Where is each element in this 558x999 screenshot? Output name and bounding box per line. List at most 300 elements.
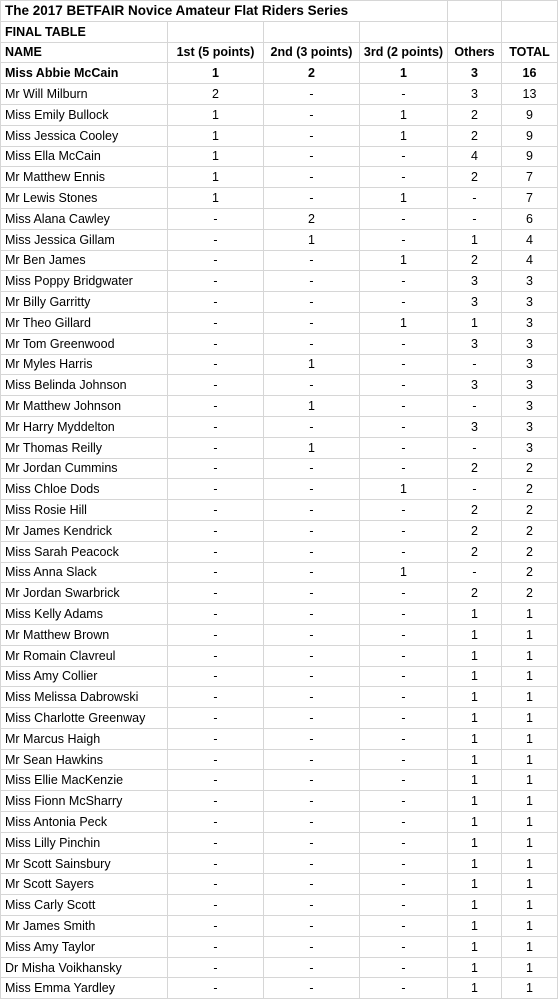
first-count-cell: -: [168, 895, 264, 916]
second-count-cell: -: [264, 562, 360, 583]
second-count-cell: -: [264, 479, 360, 500]
rider-name-cell: Miss Amy Collier: [1, 666, 168, 687]
table-row: [1, 520, 558, 541]
rider-name-cell: Mr Matthew Johnson: [1, 396, 168, 417]
table-row: [1, 250, 558, 271]
others-count-cell: -: [448, 396, 502, 417]
total-cell: 7: [502, 188, 558, 209]
others-count-cell: -: [448, 208, 502, 229]
others-count-cell: -: [448, 479, 502, 500]
table-row: [1, 645, 558, 666]
first-count-cell: -: [168, 541, 264, 562]
rider-name-cell: Mr Lewis Stones: [1, 188, 168, 209]
others-count-cell: -: [448, 354, 502, 375]
total-cell: 2: [502, 562, 558, 583]
total-cell: 1: [502, 604, 558, 625]
others-count-cell: -: [448, 188, 502, 209]
third-count-cell: -: [360, 978, 448, 999]
second-count-cell: -: [264, 770, 360, 791]
third-count-cell: 1: [360, 125, 448, 146]
second-count-cell: -: [264, 624, 360, 645]
total-cell: 3: [502, 271, 558, 292]
second-count-cell: -: [264, 666, 360, 687]
second-count-cell: -: [264, 791, 360, 812]
rider-name-cell: Miss Fionn McSharry: [1, 791, 168, 812]
third-count-cell: -: [360, 229, 448, 250]
others-count-cell: 1: [448, 604, 502, 625]
second-count-cell: -: [264, 104, 360, 125]
rider-name-cell: Miss Ellie MacKenzie: [1, 770, 168, 791]
second-count-cell: -: [264, 583, 360, 604]
second-count-cell: -: [264, 146, 360, 167]
table-row: [1, 63, 558, 84]
others-count-cell: 1: [448, 957, 502, 978]
rider-name-cell: Dr Misha Voikhansky: [1, 957, 168, 978]
second-count-cell: -: [264, 604, 360, 625]
rider-name-cell: Miss Belinda Johnson: [1, 375, 168, 396]
others-count-cell: 2: [448, 250, 502, 271]
total-cell: 2: [502, 500, 558, 521]
first-count-cell: -: [168, 666, 264, 687]
second-count-cell: -: [264, 853, 360, 874]
third-count-cell: -: [360, 541, 448, 562]
others-count-cell: 1: [448, 312, 502, 333]
third-count-cell: -: [360, 354, 448, 375]
others-count-cell: -: [448, 562, 502, 583]
table-row: [1, 479, 558, 500]
table-row: [1, 895, 558, 916]
table-row: [1, 104, 558, 125]
rider-name-cell: Mr Jordan Cummins: [1, 458, 168, 479]
rider-name-cell: Mr Billy Garritty: [1, 292, 168, 313]
first-count-cell: -: [168, 791, 264, 812]
table-row: [1, 375, 558, 396]
third-count-cell: -: [360, 458, 448, 479]
total-cell: 13: [502, 84, 558, 105]
others-count-cell: 1: [448, 936, 502, 957]
third-count-cell: -: [360, 520, 448, 541]
second-count-cell: 1: [264, 354, 360, 375]
third-count-cell: -: [360, 687, 448, 708]
third-count-cell: -: [360, 874, 448, 895]
third-count-cell: -: [360, 936, 448, 957]
total-cell: 1: [502, 916, 558, 937]
total-cell: 3: [502, 354, 558, 375]
total-cell: 4: [502, 229, 558, 250]
total-cell: 3: [502, 292, 558, 313]
second-count-cell: 1: [264, 396, 360, 417]
third-count-cell: -: [360, 666, 448, 687]
third-count-cell: -: [360, 84, 448, 105]
total-cell: 2: [502, 479, 558, 500]
total-cell: 16: [502, 63, 558, 84]
sheet-title: The 2017 BETFAIR Novice Amateur Flat Riders Series: [1, 1, 448, 22]
first-count-cell: 1: [168, 167, 264, 188]
total-cell: 2: [502, 458, 558, 479]
rider-name-cell: Miss Alana Cawley: [1, 208, 168, 229]
table-row: [1, 396, 558, 417]
rider-name-cell: Mr Tom Greenwood: [1, 333, 168, 354]
first-count-cell: 1: [168, 146, 264, 167]
column-header-name: NAME: [1, 42, 168, 63]
first-count-cell: -: [168, 229, 264, 250]
others-count-cell: 1: [448, 728, 502, 749]
first-count-cell: 2: [168, 84, 264, 105]
column-header-second: 2nd (3 points): [264, 42, 360, 63]
others-count-cell: 1: [448, 812, 502, 833]
table-row: [1, 167, 558, 188]
total-cell: 1: [502, 812, 558, 833]
others-count-cell: 1: [448, 770, 502, 791]
first-count-cell: -: [168, 583, 264, 604]
total-cell: 9: [502, 146, 558, 167]
first-count-cell: -: [168, 312, 264, 333]
column-header-total: TOTAL: [502, 42, 558, 63]
table-row: [1, 812, 558, 833]
rider-name-cell: Mr Ben James: [1, 250, 168, 271]
total-cell: 2: [502, 541, 558, 562]
first-count-cell: 1: [168, 63, 264, 84]
second-count-cell: 1: [264, 437, 360, 458]
rider-name-cell: Miss Melissa Dabrowski: [1, 687, 168, 708]
total-cell: 1: [502, 770, 558, 791]
first-count-cell: -: [168, 437, 264, 458]
others-count-cell: 3: [448, 271, 502, 292]
first-count-cell: -: [168, 978, 264, 999]
rider-name-cell: Miss Carly Scott: [1, 895, 168, 916]
column-header-third: 3rd (2 points): [360, 42, 448, 63]
first-count-cell: -: [168, 396, 264, 417]
third-count-cell: -: [360, 396, 448, 417]
others-count-cell: 1: [448, 708, 502, 729]
others-count-cell: 2: [448, 583, 502, 604]
total-cell: 3: [502, 396, 558, 417]
others-count-cell: 1: [448, 916, 502, 937]
rider-name-cell: Mr Romain Clavreul: [1, 645, 168, 666]
table-row: [1, 292, 558, 313]
second-count-cell: -: [264, 188, 360, 209]
total-cell: 2: [502, 583, 558, 604]
header-row: [1, 42, 558, 63]
rider-name-cell: Mr James Kendrick: [1, 520, 168, 541]
total-cell: 1: [502, 832, 558, 853]
third-count-cell: -: [360, 957, 448, 978]
total-cell: 4: [502, 250, 558, 271]
others-count-cell: 1: [448, 978, 502, 999]
third-count-cell: -: [360, 749, 448, 770]
second-count-cell: -: [264, 271, 360, 292]
second-count-cell: -: [264, 312, 360, 333]
rider-name-cell: Miss Jessica Gillam: [1, 229, 168, 250]
table-row: [1, 687, 558, 708]
second-count-cell: -: [264, 874, 360, 895]
rider-name-cell: Mr Harry Myddelton: [1, 416, 168, 437]
rider-name-cell: Miss Rosie Hill: [1, 500, 168, 521]
total-cell: 1: [502, 645, 558, 666]
second-count-cell: -: [264, 458, 360, 479]
first-count-cell: -: [168, 250, 264, 271]
third-count-cell: -: [360, 895, 448, 916]
table-row: [1, 208, 558, 229]
first-count-cell: -: [168, 271, 264, 292]
table-row: [1, 437, 558, 458]
first-count-cell: -: [168, 458, 264, 479]
second-count-cell: -: [264, 167, 360, 188]
table-row: [1, 624, 558, 645]
rider-name-cell: Miss Ella McCain: [1, 146, 168, 167]
second-count-cell: -: [264, 500, 360, 521]
table-row: [1, 957, 558, 978]
table-row: [1, 853, 558, 874]
first-count-cell: -: [168, 562, 264, 583]
third-count-cell: -: [360, 583, 448, 604]
first-count-cell: -: [168, 500, 264, 521]
third-count-cell: -: [360, 292, 448, 313]
second-count-cell: -: [264, 916, 360, 937]
second-count-cell: 1: [264, 229, 360, 250]
first-count-cell: -: [168, 874, 264, 895]
others-count-cell: 3: [448, 84, 502, 105]
rider-name-cell: Mr James Smith: [1, 916, 168, 937]
others-count-cell: 2: [448, 500, 502, 521]
rider-name-cell: Mr Sean Hawkins: [1, 749, 168, 770]
table-row: [1, 416, 558, 437]
second-count-cell: -: [264, 708, 360, 729]
second-count-cell: -: [264, 957, 360, 978]
third-count-cell: -: [360, 416, 448, 437]
others-count-cell: 2: [448, 541, 502, 562]
rider-name-cell: Miss Lilly Pinchin: [1, 832, 168, 853]
second-count-cell: -: [264, 749, 360, 770]
others-count-cell: 2: [448, 520, 502, 541]
others-count-cell: 1: [448, 229, 502, 250]
second-count-cell: -: [264, 541, 360, 562]
first-count-cell: -: [168, 520, 264, 541]
rider-name-cell: Mr Scott Sayers: [1, 874, 168, 895]
table-row: [1, 312, 558, 333]
others-count-cell: 1: [448, 791, 502, 812]
first-count-cell: -: [168, 645, 264, 666]
total-cell: 3: [502, 333, 558, 354]
second-count-cell: -: [264, 84, 360, 105]
first-count-cell: -: [168, 292, 264, 313]
others-count-cell: 1: [448, 853, 502, 874]
total-cell: 1: [502, 895, 558, 916]
first-count-cell: -: [168, 708, 264, 729]
table-row: [1, 458, 558, 479]
others-count-cell: 2: [448, 167, 502, 188]
first-count-cell: -: [168, 604, 264, 625]
table-row: [1, 500, 558, 521]
total-cell: 1: [502, 791, 558, 812]
column-header-others: Others: [448, 42, 502, 63]
total-cell: 7: [502, 167, 558, 188]
total-cell: 1: [502, 728, 558, 749]
first-count-cell: -: [168, 812, 264, 833]
rider-name-cell: Miss Charlotte Greenway: [1, 708, 168, 729]
total-cell: 1: [502, 666, 558, 687]
total-cell: 3: [502, 312, 558, 333]
rider-name-cell: Miss Emily Bullock: [1, 104, 168, 125]
second-count-cell: 2: [264, 63, 360, 84]
total-cell: 9: [502, 125, 558, 146]
third-count-cell: -: [360, 916, 448, 937]
third-count-cell: -: [360, 375, 448, 396]
first-count-cell: -: [168, 853, 264, 874]
others-count-cell: 4: [448, 146, 502, 167]
rider-name-cell: Miss Abbie McCain: [1, 63, 168, 84]
rider-name-cell: Miss Anna Slack: [1, 562, 168, 583]
third-count-cell: 1: [360, 104, 448, 125]
rider-name-cell: Mr Matthew Brown: [1, 624, 168, 645]
others-count-cell: 3: [448, 292, 502, 313]
third-count-cell: -: [360, 437, 448, 458]
second-count-cell: -: [264, 812, 360, 833]
first-count-cell: -: [168, 208, 264, 229]
first-count-cell: -: [168, 957, 264, 978]
rider-name-cell: Miss Chloe Dods: [1, 479, 168, 500]
first-count-cell: -: [168, 770, 264, 791]
others-count-cell: 3: [448, 416, 502, 437]
sheet-subtitle: FINAL TABLE: [1, 21, 168, 42]
total-cell: 1: [502, 957, 558, 978]
third-count-cell: -: [360, 708, 448, 729]
rider-name-cell: Miss Poppy Bridgwater: [1, 271, 168, 292]
others-count-cell: 3: [448, 333, 502, 354]
first-count-cell: -: [168, 333, 264, 354]
first-count-cell: -: [168, 916, 264, 937]
table-row: [1, 541, 558, 562]
others-count-cell: 1: [448, 749, 502, 770]
others-count-cell: 1: [448, 666, 502, 687]
others-count-cell: 2: [448, 458, 502, 479]
first-count-cell: -: [168, 416, 264, 437]
table-row: [1, 832, 558, 853]
first-count-cell: 1: [168, 188, 264, 209]
first-count-cell: 1: [168, 104, 264, 125]
second-count-cell: -: [264, 250, 360, 271]
table-row: [1, 978, 558, 999]
third-count-cell: 1: [360, 63, 448, 84]
others-count-cell: 1: [448, 624, 502, 645]
total-cell: 1: [502, 978, 558, 999]
others-count-cell: 3: [448, 375, 502, 396]
column-header-first: 1st (5 points): [168, 42, 264, 63]
total-cell: 3: [502, 375, 558, 396]
second-count-cell: 2: [264, 208, 360, 229]
rider-name-cell: Miss Antonia Peck: [1, 812, 168, 833]
rider-name-cell: Mr Thomas Reilly: [1, 437, 168, 458]
third-count-cell: -: [360, 645, 448, 666]
third-count-cell: 1: [360, 479, 448, 500]
subtitle-row: [1, 21, 558, 42]
second-count-cell: -: [264, 375, 360, 396]
table-row: [1, 583, 558, 604]
third-count-cell: -: [360, 208, 448, 229]
second-count-cell: -: [264, 978, 360, 999]
table-row: [1, 354, 558, 375]
third-count-cell: -: [360, 728, 448, 749]
second-count-cell: -: [264, 728, 360, 749]
table-row: [1, 708, 558, 729]
rider-name-cell: Miss Sarah Peacock: [1, 541, 168, 562]
table-row: [1, 84, 558, 105]
rider-name-cell: Mr Jordan Swarbrick: [1, 583, 168, 604]
table-row: [1, 916, 558, 937]
others-count-cell: -: [448, 437, 502, 458]
third-count-cell: -: [360, 770, 448, 791]
second-count-cell: -: [264, 333, 360, 354]
first-count-cell: -: [168, 832, 264, 853]
rider-name-cell: Miss Amy Taylor: [1, 936, 168, 957]
total-cell: 1: [502, 936, 558, 957]
first-count-cell: -: [168, 687, 264, 708]
first-count-cell: -: [168, 354, 264, 375]
table-row: [1, 749, 558, 770]
title-row: [1, 1, 558, 22]
total-cell: 2: [502, 520, 558, 541]
table-row: [1, 562, 558, 583]
total-cell: 1: [502, 687, 558, 708]
third-count-cell: -: [360, 812, 448, 833]
others-count-cell: 1: [448, 874, 502, 895]
second-count-cell: -: [264, 292, 360, 313]
table-row: [1, 333, 558, 354]
first-count-cell: -: [168, 936, 264, 957]
first-count-cell: -: [168, 749, 264, 770]
third-count-cell: 1: [360, 188, 448, 209]
second-count-cell: -: [264, 520, 360, 541]
third-count-cell: 1: [360, 250, 448, 271]
table-row: [1, 229, 558, 250]
total-cell: 3: [502, 437, 558, 458]
first-count-cell: -: [168, 375, 264, 396]
third-count-cell: -: [360, 832, 448, 853]
table-row: [1, 936, 558, 957]
rider-name-cell: Mr Theo Gillard: [1, 312, 168, 333]
others-count-cell: 1: [448, 832, 502, 853]
table-row: [1, 770, 558, 791]
second-count-cell: -: [264, 125, 360, 146]
third-count-cell: -: [360, 853, 448, 874]
first-count-cell: 1: [168, 125, 264, 146]
rider-name-cell: Mr Myles Harris: [1, 354, 168, 375]
rider-name-cell: Mr Will Milburn: [1, 84, 168, 105]
rider-name-cell: Miss Jessica Cooley: [1, 125, 168, 146]
table-row: [1, 728, 558, 749]
rider-name-cell: Mr Marcus Haigh: [1, 728, 168, 749]
second-count-cell: -: [264, 416, 360, 437]
third-count-cell: -: [360, 333, 448, 354]
table-row: [1, 666, 558, 687]
table-row: [1, 146, 558, 167]
others-count-cell: 1: [448, 687, 502, 708]
others-count-cell: 1: [448, 895, 502, 916]
first-count-cell: -: [168, 624, 264, 645]
total-cell: 1: [502, 749, 558, 770]
second-count-cell: -: [264, 645, 360, 666]
others-count-cell: 3: [448, 63, 502, 84]
table-row: [1, 791, 558, 812]
table-row: [1, 604, 558, 625]
table-row: [1, 271, 558, 292]
third-count-cell: -: [360, 624, 448, 645]
total-cell: 1: [502, 874, 558, 895]
rider-name-cell: Miss Emma Yardley: [1, 978, 168, 999]
third-count-cell: -: [360, 271, 448, 292]
rider-name-cell: Miss Kelly Adams: [1, 604, 168, 625]
second-count-cell: -: [264, 687, 360, 708]
